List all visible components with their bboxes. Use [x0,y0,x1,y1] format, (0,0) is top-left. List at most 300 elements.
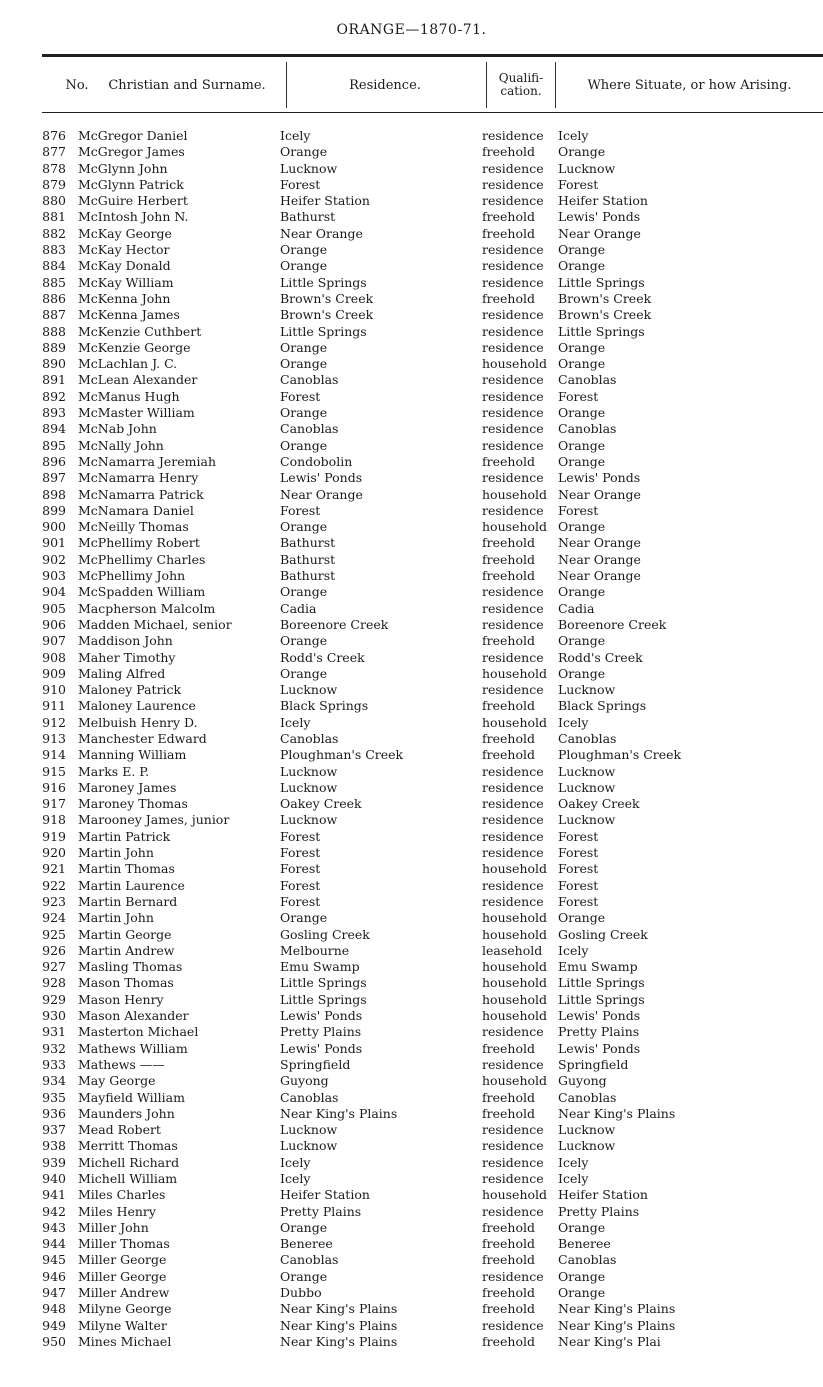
entry-qualification: residence [482,470,544,486]
entry-residence: Near Orange [280,225,363,241]
entry-qualification: freehold [482,1040,535,1056]
entry-number: 916 [42,779,66,795]
table-row [0,372,823,388]
entry-where-situate: Forest [558,388,599,404]
entry-where-situate: Lewis' Ponds [558,209,641,225]
entry-residence: Ploughman's Creek [280,747,404,763]
table-row [0,177,823,193]
entry-where-situate: Orange [558,1219,606,1235]
entry-where-situate: Icely [558,942,589,958]
entry-qualification: residence [482,307,544,323]
table-row [0,812,823,828]
entry-name: Martin Patrick [78,828,171,844]
entry-qualification: freehold [482,1105,535,1121]
entry-residence: Heifer Station [280,193,370,209]
entry-name: McNamarra Henry [78,470,199,486]
entry-name: Miller John [78,1219,149,1235]
table-row [0,780,823,796]
entry-where-situate: Orange [558,665,606,681]
entry-number: 947 [42,1285,66,1301]
entry-residence: Bathurst [280,568,336,584]
entry-number: 932 [42,1040,66,1056]
entry-residence: Lucknow [280,763,338,779]
entry-number: 907 [42,633,66,649]
entry-number: 899 [42,502,66,518]
table-row [0,519,823,535]
entry-residence: Near King's Plains [280,1105,398,1121]
entry-residence: Melbourne [280,942,350,958]
entry-number: 943 [42,1219,66,1235]
entry-number: 898 [42,486,66,502]
entry-where-situate: Lewis' Ponds [558,470,641,486]
table-row [0,1090,823,1106]
entry-qualification: household [482,486,548,502]
entry-number: 939 [42,1154,66,1170]
entry-qualification: residence [482,616,544,632]
entry-where-situate: Forest [558,502,599,518]
entry-number: 924 [42,910,66,926]
entry-number: 879 [42,176,66,192]
entry-qualification: residence [482,1056,544,1072]
entry-name: Maher Timothy [78,649,176,665]
entry-number: 903 [42,568,66,584]
entry-where-situate: Lucknow [558,1138,616,1154]
entry-where-situate: Little Springs [558,323,645,339]
entry-where-situate: Near King's Plai [558,1333,661,1349]
entry-residence: Near King's Plains [280,1301,398,1317]
table-row [0,421,823,437]
entry-number: 914 [42,747,66,763]
entry-qualification: freehold [482,730,535,746]
entry-name: McNeilly Thomas [78,519,189,535]
entry-qualification: freehold [482,453,535,469]
table-row [0,209,823,225]
entry-name: Mason Thomas [78,975,174,991]
entry-qualification: freehold [482,747,535,763]
entry-number: 887 [42,307,66,323]
entry-where-situate: Orange [558,1268,606,1284]
entry-number: 935 [42,1089,66,1105]
entry-number: 884 [42,258,66,274]
entry-where-situate: Forest [558,893,599,909]
entry-qualification: residence [482,796,544,812]
entry-residence: Forest [280,877,321,893]
entry-number: 930 [42,1008,66,1024]
entry-name: McKay William [78,274,174,290]
entry-where-situate: Near Orange [558,535,641,551]
entry-residence: Forest [280,861,321,877]
table-row [0,356,823,372]
entry-residence: Lucknow [280,779,338,795]
entry-where-situate: Icely [558,714,589,730]
entry-where-situate: Near King's Plains [558,1105,676,1121]
entry-qualification: residence [482,682,544,698]
entry-where-situate: Heifer Station [558,1187,648,1203]
entry-qualification: residence [482,323,544,339]
entry-residence: Forest [280,176,321,192]
entry-name: Miller Andrew [78,1285,170,1301]
entry-residence: Little Springs [280,991,367,1007]
entry-residence: Pretty Plains [280,1024,362,1040]
entry-name: McKenna James [78,307,180,323]
entry-residence: Orange [280,437,328,453]
entry-where-situate: Emu Swamp [558,959,638,975]
entry-name: Milyne George [78,1301,172,1317]
table-row [0,845,823,861]
table-row [0,992,823,1008]
entry-where-situate: Orange [558,519,606,535]
entry-qualification: freehold [482,535,535,551]
entry-number: 915 [42,763,66,779]
entry-name: McMaster William [78,405,195,421]
entry-qualification: residence [482,193,544,209]
entry-residence: Orange [280,405,328,421]
entry-residence: Forest [280,893,321,909]
entry-number: 894 [42,421,66,437]
table-row [0,959,823,975]
entry-qualification: residence [482,1268,544,1284]
entry-where-situate: Orange [558,258,606,274]
column-header-name: Christian and Surname. [108,77,266,93]
entry-number: 927 [42,959,66,975]
entry-residence: Emu Swamp [280,959,360,975]
entry-residence: Gosling Creek [280,926,370,942]
table-row [0,894,823,910]
entry-qualification: residence [482,1317,544,1333]
table-row [0,389,823,405]
entry-number: 911 [42,698,66,714]
entry-name: McKay George [78,225,172,241]
entry-residence: Orange [280,519,328,535]
table-row [0,1269,823,1285]
table-row [0,1252,823,1268]
entry-where-situate: Ploughman's Creek [558,747,682,763]
entry-where-situate: Oakey Creek [558,796,640,812]
electoral-roll-table [0,128,823,1350]
entry-qualification: freehold [482,290,535,306]
entry-number: 910 [42,682,66,698]
entry-qualification: residence [482,763,544,779]
entry-where-situate: Little Springs [558,975,645,991]
entry-name: McGregor James [78,144,185,160]
entry-where-situate: Orange [558,453,606,469]
entry-where-situate: Forest [558,828,599,844]
entry-name: Manchester Edward [78,730,207,746]
table-row [0,454,823,470]
entry-residence: Lewis' Ponds [280,1008,363,1024]
table-row [0,764,823,780]
entry-qualification: freehold [482,1285,535,1301]
entry-residence: Near King's Plains [280,1333,398,1349]
entry-qualification: freehold [482,568,535,584]
entry-number: 880 [42,193,66,209]
entry-name: Mason Henry [78,991,164,1007]
entry-qualification: residence [482,388,544,404]
entry-name: McKenzie George [78,339,191,355]
entry-number: 949 [42,1317,66,1333]
entry-qualification: residence [482,160,544,176]
entry-number: 889 [42,339,66,355]
entry-residence: Lucknow [280,1138,338,1154]
entry-number: 896 [42,453,66,469]
entry-residence: Springfield [280,1056,351,1072]
entry-number: 895 [42,437,66,453]
entry-name: Merritt Thomas [78,1138,178,1154]
entry-name: Martin Bernard [78,893,178,909]
entry-qualification: residence [482,1122,544,1138]
entry-residence: Lewis' Ponds [280,470,363,486]
entry-where-situate: Lucknow [558,160,616,176]
entry-number: 890 [42,356,66,372]
entry-number: 892 [42,388,66,404]
entry-where-situate: Lucknow [558,812,616,828]
entry-where-situate: Icely [558,128,589,143]
entry-where-situate: Orange [558,437,606,453]
entry-where-situate: Near Orange [558,225,641,241]
entry-number: 913 [42,730,66,746]
entry-residence: Lucknow [280,682,338,698]
entry-name: McLachlan J. C. [78,356,178,372]
column-divider [486,62,487,108]
table-row [0,1171,823,1187]
table-row [0,601,823,617]
entry-number: 881 [42,209,66,225]
table-row [0,617,823,633]
table-row [0,1073,823,1089]
entry-qualification: residence [482,242,544,258]
entry-qualification: household [482,991,548,1007]
entry-name: Miles Charles [78,1187,166,1203]
entry-number: 909 [42,665,66,681]
entry-qualification: household [482,714,548,730]
page-title: ORANGE—1870-71. [336,22,487,38]
entry-residence: Little Springs [280,323,367,339]
entry-qualification: residence [482,1171,544,1186]
entry-name: Martin John [78,845,154,861]
entry-name: Maroney Thomas [78,796,188,812]
entry-name: McLean Alexander [78,372,198,388]
table-row [0,487,823,503]
entry-where-situate: Lewis' Ponds [558,1008,641,1024]
entry-residence: Pretty Plains [280,1203,362,1219]
entry-where-situate: Heifer Station [558,193,648,209]
entry-number: 877 [42,144,66,160]
entry-number: 886 [42,290,66,306]
table-row [0,650,823,666]
entry-qualification: household [482,861,548,877]
entry-residence: Icely [280,128,311,143]
entry-number: 941 [42,1187,66,1203]
entry-qualification: freehold [482,209,535,225]
table-row [0,1285,823,1301]
entry-residence: Lewis' Ponds [280,1040,363,1056]
entry-name: Mead Robert [78,1122,161,1138]
entry-name: Masterton Michael [78,1024,199,1040]
table-row [0,731,823,747]
entry-number: 876 [42,128,66,143]
entry-name: McGregor Daniel [78,128,188,143]
column-header-qualification: Qualifi-cation. [498,71,544,98]
entry-where-situate: Cadia [558,600,595,616]
table-row [0,1220,823,1236]
entry-where-situate: Orange [558,144,606,160]
entry-name: McKay Donald [78,258,171,274]
entry-qualification: freehold [482,225,535,241]
entry-number: 900 [42,519,66,535]
entry-name: Milyne Walter [78,1317,167,1333]
entry-name: Maloney Laurence [78,698,196,714]
entry-residence: Icely [280,1154,311,1170]
entry-residence: Canoblas [280,1252,339,1268]
table-row [0,1138,823,1154]
entry-residence: Orange [280,633,328,649]
entry-number: 925 [42,926,66,942]
entry-number: 944 [42,1236,66,1252]
entry-where-situate: Guyong [558,1073,607,1089]
entry-name: McNamarra Patrick [78,486,204,502]
entry-where-situate: Orange [558,910,606,926]
table-row [0,258,823,274]
entry-where-situate: Orange [558,1285,606,1301]
entry-name: Mathews William [78,1040,188,1056]
entry-where-situate: Forest [558,176,599,192]
entry-where-situate: Orange [558,242,606,258]
entry-name: Michell Richard [78,1154,180,1170]
entry-where-situate: Orange [558,356,606,372]
entry-name: Miles Henry [78,1203,156,1219]
entry-number: 891 [42,372,66,388]
entry-number: 938 [42,1138,66,1154]
entry-residence: Boreenore Creek [280,616,389,632]
entry-residence: Black Springs [280,698,369,714]
entry-where-situate: Brown's Creek [558,307,652,323]
entry-residence: Brown's Creek [280,290,374,306]
entry-name: McKenna John [78,290,171,306]
entry-residence: Orange [280,665,328,681]
entry-number: 888 [42,323,66,339]
entry-where-situate: Near King's Plains [558,1301,676,1317]
entry-number: 906 [42,616,66,632]
entry-name: McPhellimy Robert [78,535,200,551]
entry-where-situate: Near Orange [558,551,641,567]
entry-number: 897 [42,470,66,486]
entry-where-situate: Lewis' Ponds [558,1040,641,1056]
table-row [0,927,823,943]
header-bottom-rule [42,112,823,113]
table-row [0,878,823,894]
entry-number: 902 [42,551,66,567]
entry-residence: Forest [280,845,321,861]
table-row [0,535,823,551]
entry-name: Martin Thomas [78,861,175,877]
entry-name: Manning William [78,747,187,763]
entry-qualification: residence [482,584,544,600]
table-row [0,438,823,454]
entry-number: 931 [42,1024,66,1040]
entry-number: 942 [42,1203,66,1219]
entry-qualification: residence [482,421,544,437]
entry-where-situate: Pretty Plains [558,1024,640,1040]
entry-residence: Lucknow [280,812,338,828]
entry-name: Macpherson Malcolm [78,600,216,616]
entry-where-situate: Icely [558,1154,589,1170]
entry-qualification: household [482,975,548,991]
entry-qualification: residence [482,649,544,665]
entry-qualification: residence [482,600,544,616]
entry-qualification: household [482,926,548,942]
entry-qualification: freehold [482,1333,535,1349]
column-header-residence: Residence. [349,77,421,93]
entry-qualification: freehold [482,698,535,714]
table-row [0,470,823,486]
entry-where-situate: Little Springs [558,991,645,1007]
entry-name: McNamara Daniel [78,502,194,518]
entry-where-situate: Forest [558,861,599,877]
entry-residence: Canoblas [280,1089,339,1105]
entry-qualification: residence [482,274,544,290]
entry-qualification: household [482,665,548,681]
entry-residence: Orange [280,356,328,372]
entry-where-situate: Lucknow [558,1122,616,1138]
entry-where-situate: Forest [558,845,599,861]
entry-where-situate: Lucknow [558,682,616,698]
entry-number: 904 [42,584,66,600]
entry-qualification: residence [482,877,544,893]
table-row [0,1041,823,1057]
entry-name: Maddison John [78,633,173,649]
entry-number: 883 [42,242,66,258]
table-row [0,324,823,340]
entry-residence: Icely [280,1171,311,1186]
entry-qualification: residence [482,437,544,453]
table-row [0,666,823,682]
entry-number: 885 [42,274,66,290]
entry-residence: Near King's Plains [280,1317,398,1333]
entry-number: 928 [42,975,66,991]
entry-number: 921 [42,861,66,877]
entry-qualification: household [482,959,548,975]
entry-name: McKenzie Cuthbert [78,323,202,339]
entry-name: Madden Michael, senior [78,616,232,632]
entry-where-situate: Little Springs [558,274,645,290]
entry-residence: Near Orange [280,486,363,502]
entry-where-situate: Near Orange [558,486,641,502]
entry-residence: Little Springs [280,975,367,991]
entry-qualification: residence [482,893,544,909]
entry-number: 918 [42,812,66,828]
entry-residence: Bathurst [280,209,336,225]
entry-name: Marooney James, junior [78,812,230,828]
entry-qualification: residence [482,845,544,861]
entry-where-situate: Springfield [558,1056,629,1072]
entry-where-situate: Near Orange [558,568,641,584]
entry-number: 933 [42,1056,66,1072]
entry-residence: Guyong [280,1073,329,1089]
table-row [0,829,823,845]
entry-number: 920 [42,845,66,861]
entry-number: 893 [42,405,66,421]
table-row [0,682,823,698]
entry-residence: Orange [280,258,328,274]
entry-number: 929 [42,991,66,1007]
entry-qualification: household [482,1187,548,1203]
entry-name: Maunders John [78,1105,175,1121]
entry-qualification: household [482,910,548,926]
entry-number: 901 [42,535,66,551]
entry-residence: Bathurst [280,535,336,551]
table-row [0,1301,823,1317]
entry-qualification: residence [482,372,544,388]
